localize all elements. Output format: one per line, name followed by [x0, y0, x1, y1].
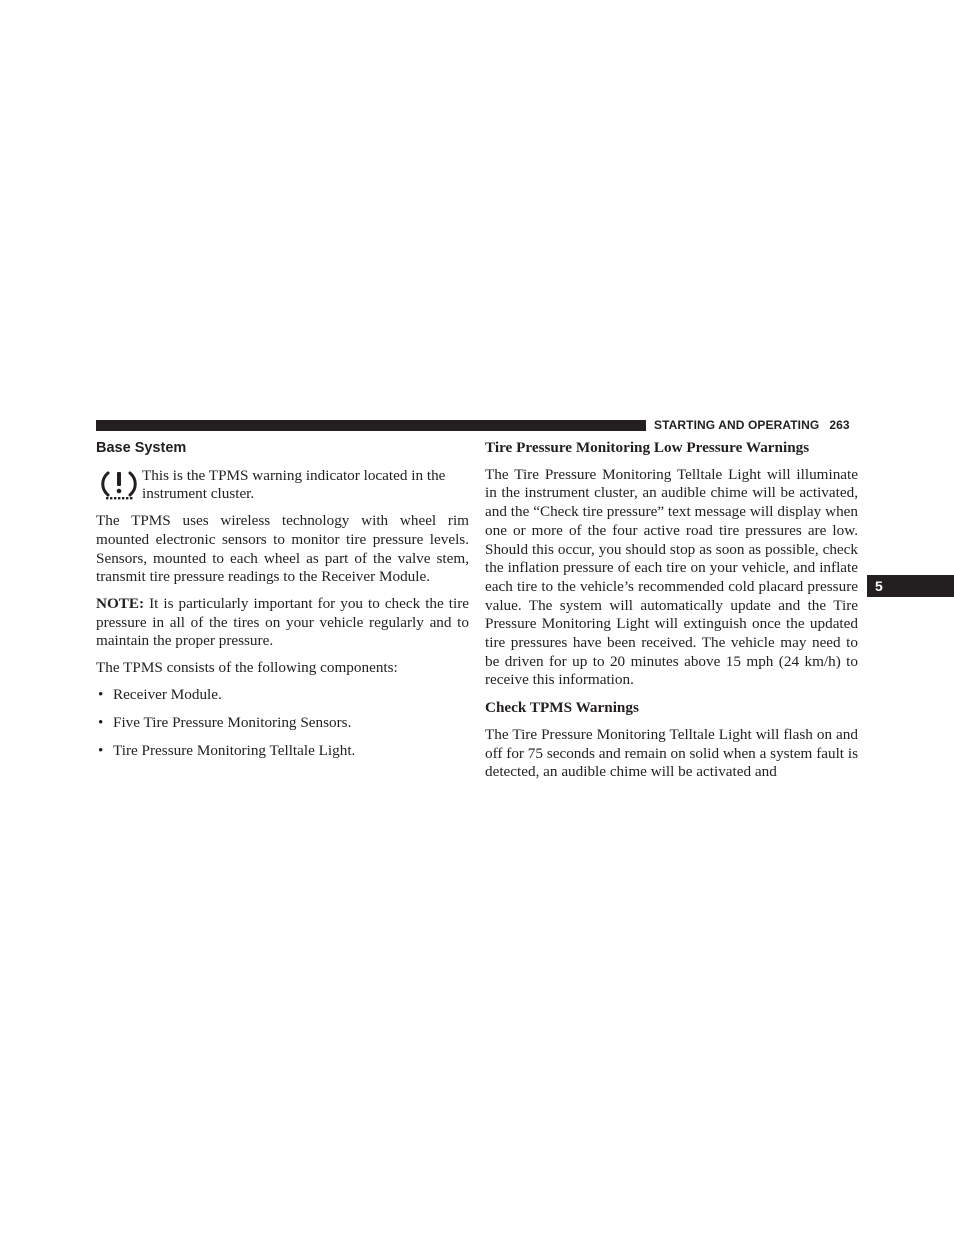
note-label: NOTE:	[96, 594, 145, 612]
list-item	[96, 742, 469, 761]
list-item-text: Five Tire Pressure Monitoring Sensors.	[113, 713, 352, 731]
header-rule	[96, 420, 646, 431]
bullet-mark: •	[98, 741, 104, 759]
right-column	[485, 436, 858, 790]
list-item	[96, 714, 469, 733]
paragraph: The Tire Pressure Monitoring Telltale Light will illuminate in the instrument cluster, an audible chime will be activated, and the “Check tire pressure” text message will display when one or more of the four active road tire pressures are low. Should this occur, you should stop as soon as possible, check the inflation pressure of each tire on your vehicle, and inflate each tire to the vehicle’s recommended cold placard pressure value. The system will automatically update and the Tire Pressure Monitoring Light will extinguish once the updated tire pressures have been received. The vehicle may need to be driven for up to 20 minutes above 15 mph (24 km/h) to receive this information.	[485, 465, 858, 689]
note-paragraph	[96, 595, 469, 651]
list-item	[96, 686, 469, 705]
chapter-tab: 5	[867, 575, 954, 597]
paragraph: The TPMS consists of the following components:	[96, 659, 398, 677]
section-title: STARTING AND OPERATING	[654, 418, 820, 432]
note-text: It is particularly important for you to check the tire pressure in all of the tires on your vehicle regularly and to maintain the proper pressure.	[96, 594, 470, 650]
list-item-text: Tire Pressure Monitoring Telltale Light.	[113, 741, 356, 759]
subsection-heading: Tire Pressure Monitoring Low Pressure Warnings	[485, 439, 810, 456]
tpms-warning-icon	[96, 467, 142, 501]
list-item-text: Receiver Module.	[113, 685, 222, 703]
component-list	[96, 686, 469, 761]
page-number: 263	[829, 418, 850, 432]
subsection-heading: Check TPMS Warnings	[485, 699, 639, 717]
running-header	[654, 418, 850, 432]
bullet-mark: •	[98, 685, 104, 703]
paragraph: The TPMS uses wireless technology with wheel rim mounted electronic sensors to monitor tire pressure levels. Sensors, mounted to each wheel as part of the valve stem, transmit tire pressure readings to the Receiver Module.	[96, 512, 469, 586]
tpms-indicator-row	[96, 467, 469, 504]
bullet-mark: •	[98, 713, 104, 731]
section-heading: Base System	[96, 440, 187, 456]
indicator-description: This is the TPMS warning indicator located in the instrument cluster.	[142, 466, 446, 503]
paragraph: The Tire Pressure Monitoring Telltale Light will flash on and off for 75 seconds and remain on solid when a system fault is detected, an audible chime will be activated and	[485, 725, 858, 781]
left-column	[96, 436, 469, 770]
